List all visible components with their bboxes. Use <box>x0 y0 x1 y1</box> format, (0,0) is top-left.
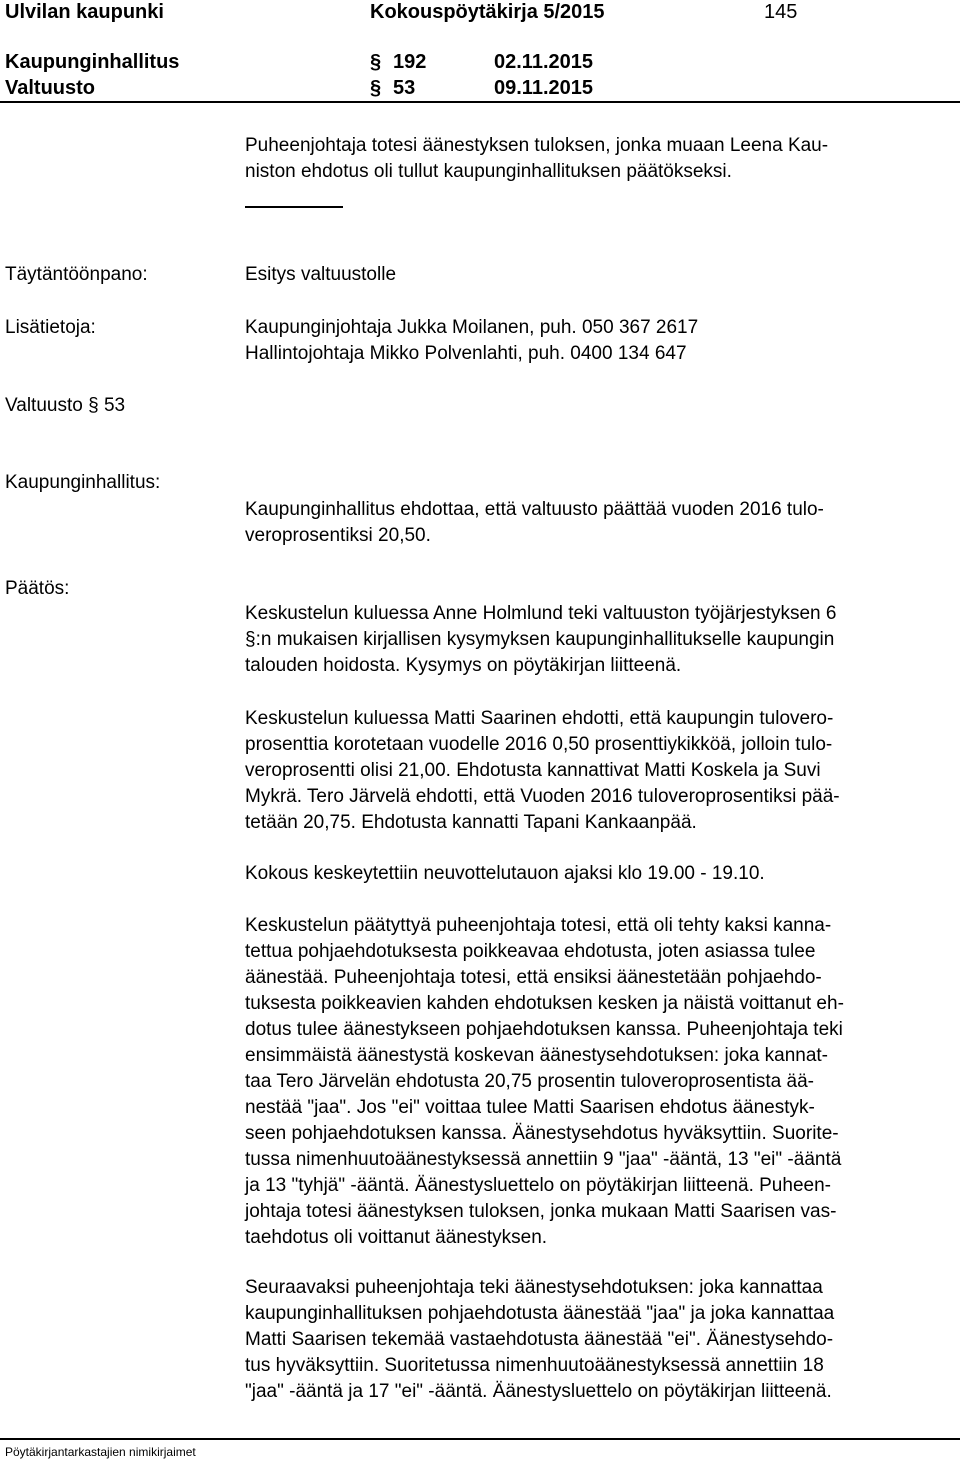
section-sign: § <box>370 77 382 99</box>
city-name: Ulvilan kaupunki <box>5 1 164 23</box>
decision-paragraph-2 <box>245 706 955 836</box>
text-line: prosenttia korotetaan vuodelle 2016 0,50 prosenttiykikköä, jolloin tulo- <box>245 734 833 755</box>
text-line: Puheenjohtaja totesi äänestyksen tuloksen, jonka muaan Leena Kau- <box>245 135 829 156</box>
header-number-council: 53 <box>393 77 416 99</box>
text-line: Mykrä. Tero Järvelä ehdotti, että Vuoden 2016 tuloveroprosentiksi pää- <box>245 786 840 807</box>
header-date-board: 02.11.2015 <box>494 51 593 73</box>
text-line: Seuraavaksi puheenjohtaja teki äänestysehdotuksen: joka kannattaa <box>245 1277 823 1298</box>
intro-paragraph <box>245 133 955 185</box>
header-body-council: Valtuusto <box>5 77 96 99</box>
text-line: §:n mukaisen kirjallisen kysymyksen kaupunginhallitukselle kaupungin <box>245 629 835 650</box>
page-number: 145 <box>764 1 798 23</box>
decision-paragraph-1 <box>245 601 955 679</box>
text-line: tuksesta poikkeavien kahden ehdotuksen kesken ja näistä voittanut eh- <box>245 993 844 1014</box>
board-label: Kaupunginhallitus: <box>5 472 161 493</box>
decision-paragraph-4 <box>245 913 955 1251</box>
contact-line: Kaupunginjohtaja Jukka Moilanen, puh. 050 367 2617 <box>245 317 699 338</box>
decision-paragraph-5 <box>245 1275 955 1405</box>
text-line: veroprosentiksi 20,50. <box>245 525 431 546</box>
decision-label: Päätös: <box>5 578 70 599</box>
contact-line: Hallintojohtaja Mikko Polvenlahti, puh. 0400 134 647 <box>245 343 687 364</box>
text-line: veroprosentti olisi 21,00. Ehdotusta kannattivat Matti Koskela ja Suvi <box>245 760 821 781</box>
text-line: tetään 20,75. Ehdotusta kannatti Tapani Kankaanpää. <box>245 812 697 833</box>
text-line: ensimmäistä äänestystä koskevan äänestysehdotuksen: joka kannat- <box>245 1045 828 1066</box>
document-title: Kokouspöytäkirja 5/2015 <box>370 1 605 23</box>
text-line: Matti Saarisen tekemää vastaehdotusta äänestää "ei". Äänestysehdo- <box>245 1329 834 1350</box>
info-contacts <box>245 315 955 367</box>
council-heading-body: Valtuusto <box>5 395 83 416</box>
text-line: kaupunginhallituksen pohjaehdotusta äänestää "jaa" ja joka kannattaa <box>245 1303 835 1324</box>
text-line: Kaupunginhallitus ehdottaa, että valtuusto päättää vuoden 2016 tulo- <box>245 499 824 520</box>
council-section-heading <box>5 393 125 419</box>
text-line: Keskustelun kuluessa Anne Holmlund teki valtuuston työjärjestyksen 6 <box>245 603 837 624</box>
section-sign: § <box>370 51 382 73</box>
text-line: "jaa" -ääntä ja 17 "ei" -ääntä. Äänestysluettelo on pöytäkirjan liitteenä. <box>245 1381 832 1402</box>
enforcement-label: Täytäntöönpano: <box>5 264 148 285</box>
short-divider <box>245 206 343 208</box>
text-line: taa Tero Järvelän ehdotusta 20,75 prosentin tuloveroprosentista ää- <box>245 1071 814 1092</box>
header-body-board: Kaupunginhallitus <box>5 51 180 73</box>
text-line: tussa nimenhuutoäänestyksessä annettiin 9 "jaa" -ääntä, 13 "ei" -ääntä <box>245 1149 842 1170</box>
board-proposal <box>245 497 955 549</box>
text-line: äänestää. Puheenjohtaja totesi, että ensiksi äänestetään pohjaehdo- <box>245 967 822 988</box>
text-line: ja 13 "tyhjä" -ääntä. Äänestysluettelo on pöytäkirjan liitteenä. Puheen- <box>245 1175 831 1196</box>
council-heading-number: 53 <box>103 395 126 416</box>
section-sign: § <box>88 395 99 416</box>
text-line: talouden hoidosta. Kysymys on pöytäkirjan liitteenä. <box>245 655 682 676</box>
footer-divider <box>0 1438 960 1440</box>
text-line: johtaja totesi äänestyksen tuloksen, jonka mukaan Matti Saarisen vas- <box>245 1201 837 1222</box>
text-line: niston ehdotus oli tullut kaupunginhallituksen päätökseksi. <box>245 161 732 182</box>
text-line: Kokous keskeytettiin neuvottelutauon ajaksi klo 19.00 - 19.10. <box>245 863 765 884</box>
text-line: dotus tulee äänestykseen pohjaehdotuksen kanssa. Puheenjohtaja teki <box>245 1019 843 1040</box>
decision-paragraph-3 <box>245 861 955 887</box>
text-line: tus hyväksyttiin. Suoritetussa nimenhuutoäänestyksessä annettiin 18 <box>245 1355 824 1376</box>
signatures-label: Pöytäkirjantarkastajien nimikirjaimet <box>5 1445 196 1459</box>
text-line: tettua pohjaehdotuksesta poikkeavaa ehdotusta, joten asiassa tulee <box>245 941 816 962</box>
header-number-board: 192 <box>393 51 427 73</box>
header-divider <box>0 101 960 103</box>
text-line: seen pohjaehdotuksen kanssa. Äänestysehdotus hyväksyttiin. Suorite- <box>245 1123 839 1144</box>
text-line: Keskustelun kuluessa Matti Saarinen ehdotti, että kaupungin tulovero- <box>245 708 834 729</box>
text-line: taehdotus oli voittanut äänestyksen. <box>245 1227 548 1248</box>
header-date-council: 09.11.2015 <box>494 77 593 99</box>
text-line: Keskustelun päätyttyä puheenjohtaja totesi, että oli tehty kaksi kanna- <box>245 915 832 936</box>
text-line: nestää "jaa". Jos "ei" voittaa tulee Matti Saarisen ehdotus äänestyk- <box>245 1097 815 1118</box>
enforcement-value: Esitys valtuustolle <box>245 264 397 285</box>
info-label: Lisätietoja: <box>5 317 96 338</box>
